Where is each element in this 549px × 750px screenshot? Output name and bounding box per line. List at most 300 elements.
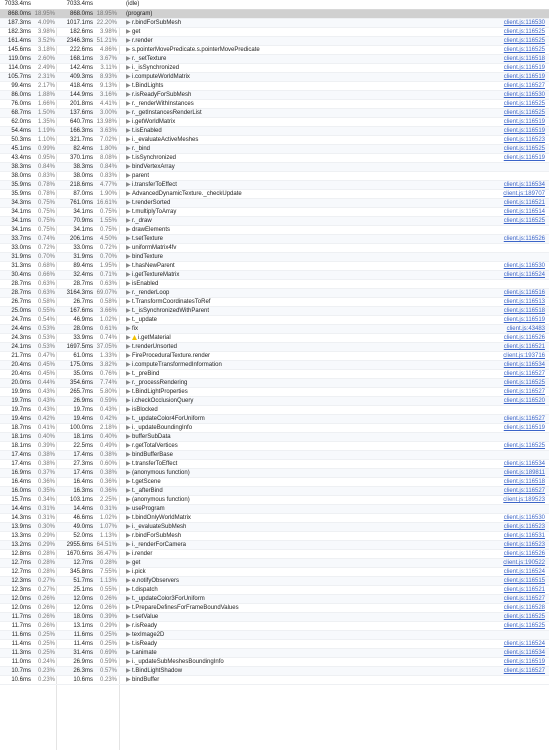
expand-triangle-icon[interactable]: ▶ bbox=[126, 524, 131, 530]
expand-triangle-icon[interactable]: ▶ bbox=[126, 632, 131, 638]
function-cell bbox=[126, 253, 486, 261]
table-row[interactable] bbox=[0, 118, 549, 127]
source-link[interactable]: client.js:116519 bbox=[503, 65, 545, 71]
self-time: 31.9ms bbox=[11, 254, 31, 260]
source-link[interactable]: client.js:116527 bbox=[503, 389, 545, 395]
table-row[interactable] bbox=[0, 82, 549, 91]
total-time: 12.0ms bbox=[73, 596, 93, 602]
expand-triangle-icon[interactable]: ▶ bbox=[126, 281, 131, 287]
function-cell bbox=[126, 613, 486, 621]
table-row[interactable] bbox=[0, 505, 549, 514]
total-time: 26.7ms bbox=[73, 299, 93, 305]
expand-triangle-icon[interactable]: ▶ bbox=[126, 326, 131, 332]
table-row[interactable] bbox=[0, 316, 549, 325]
self-percent: 0.27% bbox=[37, 578, 55, 584]
source-link[interactable]: client.js:116521 bbox=[503, 200, 545, 206]
expand-triangle-icon[interactable]: ▶ bbox=[126, 182, 131, 188]
table-row[interactable] bbox=[0, 64, 549, 73]
function-cell bbox=[126, 55, 486, 63]
total-percent: 0.55% bbox=[99, 587, 117, 593]
table-row[interactable] bbox=[0, 334, 549, 343]
table-row[interactable] bbox=[0, 658, 549, 667]
expand-triangle-icon[interactable]: ▶ bbox=[126, 74, 131, 80]
total-percent: 7.02% bbox=[99, 137, 117, 143]
table-row[interactable] bbox=[0, 388, 549, 397]
source-link[interactable]: client.js:116534 bbox=[503, 650, 545, 656]
self-percent: 0.41% bbox=[37, 425, 55, 431]
table-row[interactable] bbox=[0, 532, 549, 541]
expand-triangle-icon[interactable]: ▶ bbox=[126, 290, 131, 296]
self-percent: 2.60% bbox=[37, 56, 55, 62]
function-cell bbox=[126, 469, 486, 477]
function-name: bindBufferBase bbox=[132, 452, 173, 458]
expand-triangle-icon[interactable]: ▶ bbox=[126, 371, 131, 377]
expand-triangle-icon[interactable]: ▶ bbox=[126, 398, 131, 404]
expand-triangle-icon[interactable]: ▶ bbox=[126, 407, 131, 413]
total-time: 46.9ms bbox=[73, 317, 93, 323]
total-time: 12.0ms bbox=[73, 605, 93, 611]
expand-triangle-icon[interactable]: ▶ bbox=[126, 317, 131, 323]
table-row[interactable] bbox=[0, 37, 549, 46]
total-percent: 0.40% bbox=[99, 434, 117, 440]
self-percent: 1.19% bbox=[37, 128, 55, 134]
table-row[interactable] bbox=[0, 379, 549, 388]
table-row[interactable] bbox=[0, 109, 549, 118]
function-name: t.hasNewParent bbox=[132, 263, 175, 269]
expand-triangle-icon[interactable]: ▶ bbox=[126, 308, 131, 314]
self-time: 182.3ms bbox=[7, 29, 31, 35]
source-link[interactable]: client.js:116523 bbox=[503, 524, 545, 530]
function-name: r._setTexture bbox=[132, 56, 167, 62]
expand-triangle-icon[interactable]: ▶ bbox=[126, 83, 131, 89]
source-link[interactable]: client.js:189523 bbox=[503, 497, 545, 503]
self-percent: 0.31% bbox=[37, 515, 55, 521]
table-row[interactable] bbox=[0, 100, 549, 109]
expand-triangle-icon[interactable]: ▶ bbox=[126, 227, 131, 233]
source-link[interactable]: client.js:116524 bbox=[503, 569, 545, 575]
source-link[interactable]: client.js:116534 bbox=[503, 182, 545, 188]
self-time: 19.4ms bbox=[11, 416, 31, 422]
source-link[interactable]: client.js:116530 bbox=[503, 515, 545, 521]
source-link[interactable]: client.js:116523 bbox=[503, 137, 545, 143]
expand-triangle-icon[interactable]: ▶ bbox=[126, 434, 131, 440]
table-row[interactable] bbox=[0, 640, 549, 649]
table-row[interactable] bbox=[0, 514, 549, 523]
expand-triangle-icon[interactable]: ▶ bbox=[126, 209, 131, 215]
function-cell bbox=[126, 136, 486, 144]
table-row[interactable] bbox=[0, 73, 549, 82]
source-link[interactable]: client.js:116519 bbox=[503, 74, 545, 80]
expand-triangle-icon[interactable]: ▶ bbox=[126, 488, 131, 494]
table-row[interactable] bbox=[0, 577, 549, 586]
table-row[interactable] bbox=[0, 397, 549, 406]
function-cell bbox=[126, 127, 486, 135]
function-name: get bbox=[132, 29, 141, 35]
table-row[interactable] bbox=[0, 667, 549, 676]
expand-triangle-icon[interactable]: ▶ bbox=[126, 452, 131, 458]
expand-triangle-icon[interactable]: ▶ bbox=[126, 29, 131, 35]
table-row[interactable] bbox=[0, 253, 549, 262]
table-row[interactable] bbox=[0, 154, 549, 163]
self-time: 11.0ms bbox=[11, 659, 31, 665]
table-row[interactable] bbox=[0, 361, 549, 370]
total-percent: 18.95% bbox=[96, 11, 117, 17]
source-link[interactable]: client.js:116525 bbox=[503, 29, 545, 35]
expand-triangle-icon[interactable]: ▶ bbox=[126, 380, 131, 386]
source-link[interactable]: client.js:116516 bbox=[503, 290, 545, 296]
table-row[interactable] bbox=[0, 19, 549, 28]
source-link[interactable]: client.js:116528 bbox=[503, 605, 545, 611]
source-link[interactable]: client.js:116527 bbox=[503, 371, 545, 377]
total-time: 35.0ms bbox=[73, 371, 93, 377]
table-row[interactable] bbox=[0, 10, 549, 19]
total-percent: 0.36% bbox=[99, 488, 117, 494]
table-row[interactable] bbox=[0, 595, 549, 604]
source-link[interactable]: client.js:116530 bbox=[503, 20, 545, 26]
table-row[interactable] bbox=[0, 370, 549, 379]
source-link[interactable]: client.js:116519 bbox=[503, 425, 545, 431]
table-row[interactable] bbox=[0, 145, 549, 154]
expand-triangle-icon[interactable]: ▶ bbox=[126, 416, 131, 422]
expand-triangle-icon[interactable]: ▶ bbox=[126, 173, 131, 179]
expand-triangle-icon[interactable]: ▶ bbox=[126, 191, 131, 197]
total-percent: 0.36% bbox=[99, 479, 117, 485]
table-row[interactable] bbox=[0, 181, 549, 190]
table-body bbox=[0, 10, 549, 685]
source-link[interactable]: client.js:43483 bbox=[506, 326, 545, 332]
expand-triangle-icon[interactable]: ▶ bbox=[126, 560, 131, 566]
self-time: 54.4ms bbox=[11, 128, 31, 134]
expand-triangle-icon[interactable]: ▶ bbox=[126, 146, 131, 152]
self-time: 17.4ms bbox=[11, 461, 31, 467]
expand-triangle-icon[interactable]: ▶ bbox=[126, 470, 131, 476]
total-percent: 0.38% bbox=[99, 452, 117, 458]
self-percent: 0.34% bbox=[37, 497, 55, 503]
expand-triangle-icon[interactable]: ▶ bbox=[126, 668, 131, 674]
table-row[interactable] bbox=[0, 163, 549, 172]
table-row[interactable] bbox=[0, 649, 549, 658]
source-link[interactable]: client.js:193716 bbox=[503, 353, 545, 359]
self-percent: 2.17% bbox=[37, 83, 55, 89]
table-row[interactable] bbox=[0, 280, 549, 289]
expand-triangle-icon[interactable]: ▶ bbox=[126, 659, 131, 665]
source-link[interactable]: client.js:116526 bbox=[503, 335, 545, 341]
source-link[interactable]: client.js:189707 bbox=[503, 191, 545, 197]
expand-triangle-icon[interactable]: ▶ bbox=[126, 245, 131, 251]
table-row[interactable] bbox=[0, 298, 549, 307]
function-cell bbox=[126, 262, 486, 270]
function-name: t.bindOnlyWorldMatrix bbox=[132, 515, 191, 521]
self-percent: 0.26% bbox=[37, 614, 55, 620]
function-name: fix bbox=[132, 326, 138, 332]
source-link[interactable]: client.js:116518 bbox=[503, 479, 545, 485]
table-row[interactable] bbox=[0, 523, 549, 532]
total-time: 51.7ms bbox=[73, 578, 93, 584]
expand-triangle-icon[interactable]: ▶ bbox=[126, 389, 131, 395]
function-cell bbox=[126, 334, 486, 342]
expand-triangle-icon[interactable]: ▶ bbox=[126, 38, 131, 44]
source-link[interactable]: client.js:116526 bbox=[503, 551, 545, 557]
source-link[interactable]: client.js:116520 bbox=[503, 398, 545, 404]
table-row[interactable] bbox=[0, 46, 549, 55]
source-link[interactable]: client.js:116525 bbox=[503, 38, 545, 44]
function-cell bbox=[126, 37, 486, 45]
self-percent: 0.29% bbox=[37, 533, 55, 539]
expand-triangle-icon[interactable]: ▶ bbox=[126, 299, 131, 305]
source-link[interactable]: client.js:116527 bbox=[503, 416, 545, 422]
function-cell bbox=[126, 307, 486, 315]
table-row[interactable] bbox=[0, 136, 549, 145]
expand-triangle-icon[interactable]: ▶ bbox=[126, 128, 131, 134]
expand-triangle-icon[interactable]: ▶ bbox=[126, 254, 131, 260]
function-name: AdvancedDynamicTexture._checkUpdate bbox=[132, 191, 242, 197]
source-link[interactable]: client.js:116519 bbox=[503, 119, 545, 125]
table-row[interactable] bbox=[0, 307, 549, 316]
source-link[interactable]: client.js:116518 bbox=[503, 308, 545, 314]
source-link[interactable]: client.js:116525 bbox=[503, 218, 545, 224]
expand-triangle-icon[interactable]: ▶ bbox=[126, 101, 131, 107]
source-link[interactable]: client.js:116515 bbox=[503, 578, 545, 584]
table-row[interactable] bbox=[0, 244, 549, 253]
expand-triangle-icon[interactable]: ▶ bbox=[126, 425, 131, 431]
expand-triangle-icon[interactable]: ▶ bbox=[126, 542, 131, 548]
table-row[interactable] bbox=[0, 478, 549, 487]
expand-triangle-icon[interactable]: ▶ bbox=[126, 20, 131, 26]
table-row[interactable] bbox=[0, 568, 549, 577]
source-link[interactable]: client.js:116521 bbox=[503, 587, 545, 593]
source-link[interactable]: client.js:116525 bbox=[503, 101, 545, 107]
source-link[interactable]: client.js:116527 bbox=[503, 596, 545, 602]
expand-triangle-icon[interactable]: ▶ bbox=[126, 623, 131, 629]
function-cell bbox=[126, 208, 486, 216]
source-link[interactable]: client.js:116513 bbox=[503, 299, 545, 305]
total-percent: 0.58% bbox=[99, 299, 117, 305]
table-row[interactable] bbox=[0, 424, 549, 433]
expand-triangle-icon[interactable]: ▶ bbox=[126, 344, 131, 350]
source-link[interactable]: client.js:116525 bbox=[503, 380, 545, 386]
table-row[interactable] bbox=[0, 442, 549, 451]
expand-triangle-icon[interactable]: ▶ bbox=[126, 605, 131, 611]
expand-triangle-icon[interactable]: ▶ bbox=[126, 443, 131, 449]
expand-triangle-icon[interactable]: ▶ bbox=[126, 587, 131, 593]
table-row[interactable] bbox=[0, 91, 549, 100]
table-row[interactable] bbox=[0, 433, 549, 442]
total-time: 100.0ms bbox=[69, 425, 93, 431]
table-row[interactable] bbox=[0, 586, 549, 595]
source-link[interactable]: client.js:116525 bbox=[503, 623, 545, 629]
expand-triangle-icon[interactable]: ▶ bbox=[126, 515, 131, 521]
expand-triangle-icon[interactable]: ▶ bbox=[126, 272, 131, 278]
table-row[interactable] bbox=[0, 208, 549, 217]
source-link[interactable]: client.js:189811 bbox=[503, 470, 545, 476]
expand-triangle-icon[interactable]: ▶ bbox=[126, 506, 131, 512]
source-link[interactable]: client.js:116518 bbox=[503, 56, 545, 62]
function-cell bbox=[126, 514, 486, 522]
function-name: i.transferToEffect bbox=[132, 182, 177, 188]
expand-triangle-icon[interactable]: ▶ bbox=[126, 353, 131, 359]
total-percent: 0.76% bbox=[99, 371, 117, 377]
expand-triangle-icon[interactable]: ▶ bbox=[126, 137, 131, 143]
function-cell bbox=[126, 199, 486, 207]
table-row[interactable] bbox=[0, 325, 549, 334]
expand-triangle-icon[interactable]: ▶ bbox=[126, 335, 131, 341]
expand-triangle-icon[interactable]: ▶ bbox=[126, 200, 131, 206]
source-link[interactable]: client.js:116526 bbox=[503, 236, 545, 242]
table-row[interactable] bbox=[0, 451, 549, 460]
table-row[interactable] bbox=[0, 496, 549, 505]
source-link[interactable]: client.js:116521 bbox=[503, 344, 545, 350]
expand-triangle-icon[interactable]: ▶ bbox=[126, 461, 131, 467]
total-time: 87.0ms bbox=[73, 191, 93, 197]
source-link[interactable]: client.js:116525 bbox=[503, 110, 545, 116]
self-percent: 0.63% bbox=[37, 290, 55, 296]
table-row[interactable] bbox=[0, 289, 549, 298]
total-percent: 3.66% bbox=[99, 308, 117, 314]
expand-triangle-icon[interactable]: ▶ bbox=[126, 533, 131, 539]
self-time: 38.3ms bbox=[11, 164, 31, 170]
table-row[interactable] bbox=[0, 352, 549, 361]
self-time: 145.6ms bbox=[7, 47, 31, 53]
table-row[interactable] bbox=[0, 469, 549, 478]
self-time: 30.4ms bbox=[11, 272, 31, 278]
expand-triangle-icon[interactable]: ▶ bbox=[126, 677, 131, 683]
table-row[interactable] bbox=[0, 271, 549, 280]
table-row[interactable] bbox=[0, 55, 549, 64]
table-row[interactable] bbox=[0, 460, 549, 469]
table-row[interactable] bbox=[0, 613, 549, 622]
table-row[interactable] bbox=[0, 343, 549, 352]
total-time: 12.7ms bbox=[73, 560, 93, 566]
table-row[interactable] bbox=[0, 541, 549, 550]
function-name: t.dispatch bbox=[132, 587, 158, 593]
self-percent: 0.25% bbox=[37, 632, 55, 638]
source-link[interactable]: client.js:116531 bbox=[503, 533, 545, 539]
expand-triangle-icon[interactable]: ▶ bbox=[126, 56, 131, 62]
source-link[interactable]: client.js:190522 bbox=[503, 560, 545, 566]
table-row[interactable] bbox=[0, 28, 549, 37]
expand-triangle-icon[interactable]: ▶ bbox=[126, 236, 131, 242]
total-percent: 0.61% bbox=[99, 326, 117, 332]
total-percent: 64.51% bbox=[96, 542, 117, 548]
source-link[interactable]: client.js:116530 bbox=[503, 263, 545, 269]
expand-triangle-icon[interactable]: ▶ bbox=[126, 218, 131, 224]
expand-triangle-icon[interactable]: ▶ bbox=[126, 479, 131, 485]
self-time: 18.1ms bbox=[11, 434, 31, 440]
self-time: 35.9ms bbox=[11, 191, 31, 197]
expand-triangle-icon[interactable]: ▶ bbox=[126, 110, 131, 116]
total-percent: 0.25% bbox=[99, 641, 117, 647]
self-percent: 0.78% bbox=[37, 191, 55, 197]
self-time: 11.4ms bbox=[11, 641, 31, 647]
table-row[interactable] bbox=[0, 235, 549, 244]
table-row[interactable] bbox=[0, 631, 549, 640]
self-percent: 0.66% bbox=[37, 272, 55, 278]
expand-triangle-icon[interactable]: ▶ bbox=[126, 155, 131, 161]
table-row[interactable] bbox=[0, 262, 549, 271]
table-row[interactable] bbox=[0, 199, 549, 208]
table-row[interactable] bbox=[0, 676, 549, 685]
source-link[interactable]: client.js:116525 bbox=[503, 443, 545, 449]
total-percent: 0.75% bbox=[99, 209, 117, 215]
source-link[interactable]: client.js:116530 bbox=[503, 92, 545, 98]
expand-triangle-icon[interactable]: ▶ bbox=[126, 119, 131, 125]
source-link[interactable]: client.js:116519 bbox=[503, 659, 545, 665]
total-time: 18.0ms bbox=[73, 614, 93, 620]
self-percent: 0.75% bbox=[37, 209, 55, 215]
function-cell bbox=[126, 604, 486, 612]
expand-triangle-icon[interactable]: ▶ bbox=[126, 362, 131, 368]
source-link[interactable]: client.js:116525 bbox=[503, 614, 545, 620]
function-name: i._evaluateActiveMeshes bbox=[132, 137, 199, 143]
function-cell bbox=[126, 19, 486, 27]
expand-triangle-icon[interactable]: ▶ bbox=[126, 47, 131, 53]
self-time: 18.7ms bbox=[11, 425, 31, 431]
expand-triangle-icon[interactable]: ▶ bbox=[126, 569, 131, 575]
function-name: i.checkOcclusionQuery bbox=[132, 398, 194, 404]
function-name: r.render bbox=[132, 38, 153, 44]
self-percent: 4.09% bbox=[37, 20, 55, 26]
table-row[interactable] bbox=[0, 190, 549, 199]
expand-triangle-icon[interactable]: ▶ bbox=[126, 596, 131, 602]
table-row[interactable] bbox=[0, 172, 549, 181]
source-link[interactable]: client.js:116534 bbox=[503, 362, 545, 368]
source-link[interactable]: client.js:116527 bbox=[503, 668, 545, 674]
expand-triangle-icon[interactable]: ▶ bbox=[126, 497, 131, 503]
expand-triangle-icon[interactable]: ▶ bbox=[126, 578, 131, 584]
source-link[interactable]: client.js:116519 bbox=[503, 128, 545, 134]
source-link[interactable]: client.js:116525 bbox=[503, 47, 545, 53]
table-row[interactable] bbox=[0, 226, 549, 235]
function-cell bbox=[126, 163, 486, 171]
table-row[interactable] bbox=[0, 622, 549, 631]
source-link[interactable]: client.js:116519 bbox=[503, 317, 545, 323]
table-row[interactable] bbox=[0, 217, 549, 226]
expand-triangle-icon[interactable]: ▶ bbox=[126, 614, 131, 620]
source-link[interactable]: client.js:116525 bbox=[503, 146, 545, 152]
total-percent: 0.31% bbox=[99, 506, 117, 512]
total-time: 52.0ms bbox=[73, 533, 93, 539]
self-percent: 0.95% bbox=[37, 155, 55, 161]
source-link[interactable]: client.js:116524 bbox=[503, 641, 545, 647]
source-link[interactable]: client.js:116534 bbox=[503, 461, 545, 467]
self-percent: 0.84% bbox=[37, 164, 55, 170]
source-link[interactable]: client.js:116523 bbox=[503, 542, 545, 548]
table-row[interactable] bbox=[0, 406, 549, 415]
source-link[interactable]: client.js:116527 bbox=[503, 83, 545, 89]
table-row[interactable] bbox=[0, 487, 549, 496]
expand-triangle-icon[interactable]: ▶ bbox=[126, 650, 131, 656]
source-link[interactable]: client.js:116519 bbox=[503, 155, 545, 161]
expand-triangle-icon[interactable]: ▶ bbox=[126, 263, 131, 269]
total-percent: 0.25% bbox=[99, 632, 117, 638]
total-time: 222.6ms bbox=[69, 47, 93, 53]
expand-triangle-icon[interactable]: ▶ bbox=[126, 641, 131, 647]
expand-triangle-icon[interactable]: ▶ bbox=[126, 92, 131, 98]
table-row[interactable] bbox=[0, 559, 549, 568]
table-row[interactable] bbox=[0, 550, 549, 559]
source-link[interactable]: client.js:116524 bbox=[503, 272, 545, 278]
expand-triangle-icon[interactable]: ▶ bbox=[126, 65, 131, 71]
source-link[interactable]: client.js:116514 bbox=[503, 209, 545, 215]
table-row[interactable] bbox=[0, 127, 549, 136]
total-time: 142.4ms bbox=[69, 65, 93, 71]
source-link[interactable]: client.js:116527 bbox=[503, 488, 545, 494]
table-row[interactable] bbox=[0, 604, 549, 613]
expand-triangle-icon[interactable]: ▶ bbox=[126, 164, 131, 170]
expand-triangle-icon[interactable]: ▶ bbox=[126, 551, 131, 557]
table-row[interactable] bbox=[0, 415, 549, 424]
total-percent: 3.63% bbox=[99, 128, 117, 134]
